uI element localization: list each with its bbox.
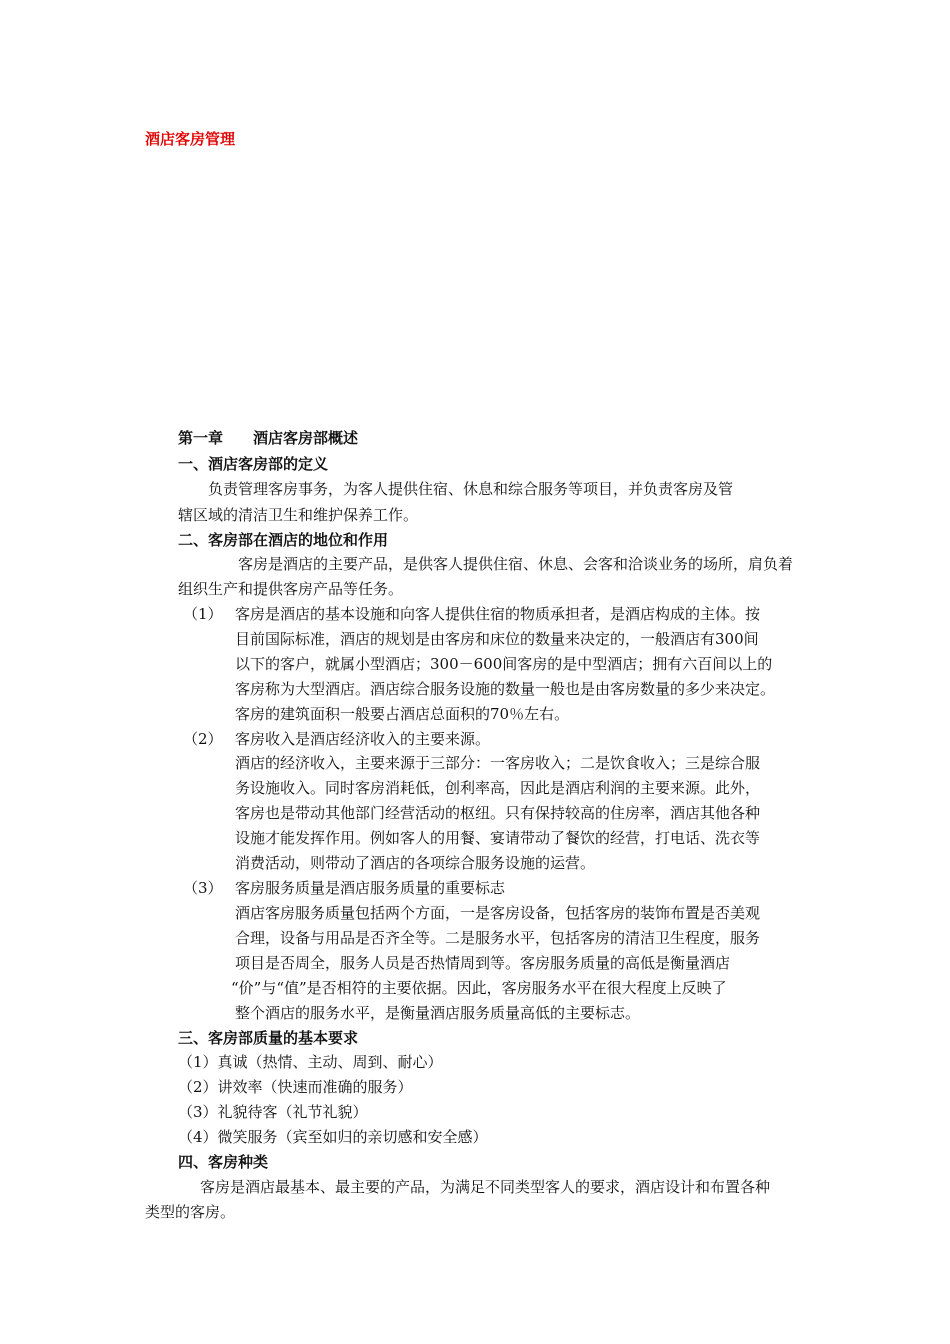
requirement-item: （1）真诚（热情、主动、周到、耐心） [178, 1053, 443, 1071]
section-heading: 二、客房部在酒店的地位和作用 [178, 531, 389, 549]
paragraph-line: 客房是酒店的主要产品，是供客人提供住宿、休息、会客和洽谈业务的场所，肩负着 [238, 555, 794, 573]
list-item-line: 以下的客户，就属小型酒店；300－600间客房的是中型酒店；拥有六百间以上的 [235, 655, 773, 673]
section-heading: 一、酒店客房部的定义 [178, 455, 329, 473]
requirement-item: （4）微笑服务（宾至如归的亲切感和安全感） [178, 1128, 488, 1146]
chapter-label: 第一章 [178, 429, 224, 447]
list-item-line: 客房的建筑面积一般要占酒店总面积的70％左右。 [235, 705, 570, 723]
paragraph-line: 辖区域的清洁卫生和维护保养工作。 [178, 506, 419, 524]
list-item-line: 目前国际标准，酒店的规划是由客房和床位的数量来决定的，一般酒店有300间 [235, 630, 759, 648]
paragraph-line: 类型的客房。 [145, 1203, 236, 1221]
list-item-line: 客房收入是酒店经济收入的主要来源。 [235, 730, 491, 748]
paragraph-line: 负责管理客房事务，为客人提供住宿、休息和综合服务等项目，并负责客房及管 [208, 480, 734, 498]
list-item-line: 项目是否周全，服务人员是否热情周到等。客房服务质量的高低是衡量酒店 [235, 954, 731, 972]
list-item-line: 整个酒店的服务水平，是衡量酒店服务质量高低的主要标志。 [235, 1004, 641, 1022]
list-number: （1） [183, 605, 223, 623]
list-item-line: 酒店客房服务质量包括两个方面，一是客房设备，包括客房的装饰布置是否美观 [235, 904, 761, 922]
document-title: 酒店客房管理 [145, 130, 236, 148]
chapter-heading [178, 429, 358, 447]
requirement-item: （3）礼貌待客（礼节礼貌） [178, 1103, 368, 1121]
list-item-line: 消费活动，则带动了酒店的各项综合服务设施的运营。 [235, 854, 596, 872]
paragraph-line: 组织生产和提供客房产品等任务。 [178, 580, 404, 598]
list-item-line: 客房也是带动其他部门经营活动的枢纽。只有保持较高的住房率，酒店其他各种 [235, 804, 761, 822]
list-number: （3） [183, 879, 223, 897]
section-heading: 四、客房种类 [178, 1153, 269, 1171]
list-item-line: “价”与“值”是否相符的主要依据。因此，客房服务水平在很大程度上反映了 [231, 979, 727, 997]
requirement-item: （2）讲效率（快速而准确的服务） [178, 1078, 413, 1096]
list-item-line: 务设施收入。同时客房消耗低，创利率高，因此是酒店利润的主要来源。此外， [235, 779, 761, 797]
section-heading: 三、客房部质量的基本要求 [178, 1029, 359, 1047]
list-item-line: 客房称为大型酒店。酒店综合服务设施的数量一般也是由客房数量的多少来决定。 [235, 680, 776, 698]
list-item-line: 设施才能发挥作用。例如客人的用餐、宴请带动了餐饮的经营，打电话、洗衣等 [235, 829, 761, 847]
paragraph-line: 客房是酒店最基本、最主要的产品，为满足不同类型客人的要求，酒店设计和布置各种 [200, 1178, 771, 1196]
list-item-line: 客房服务质量是酒店服务质量的重要标志 [235, 879, 506, 897]
chapter-title: 酒店客房部概述 [253, 429, 359, 447]
list-item-line: 合理，设备与用品是否齐全等。二是服务水平，包括客房的清洁卫生程度，服务 [235, 929, 761, 947]
list-item-line: 客房是酒店的基本设施和向客人提供住宿的物质承担者，是酒店构成的主体。按 [235, 605, 761, 623]
list-number: （2） [183, 730, 223, 748]
list-item-line: 酒店的经济收入，主要来源于三部分：一客房收入；二是饮食收入；三是综合服 [235, 754, 761, 772]
